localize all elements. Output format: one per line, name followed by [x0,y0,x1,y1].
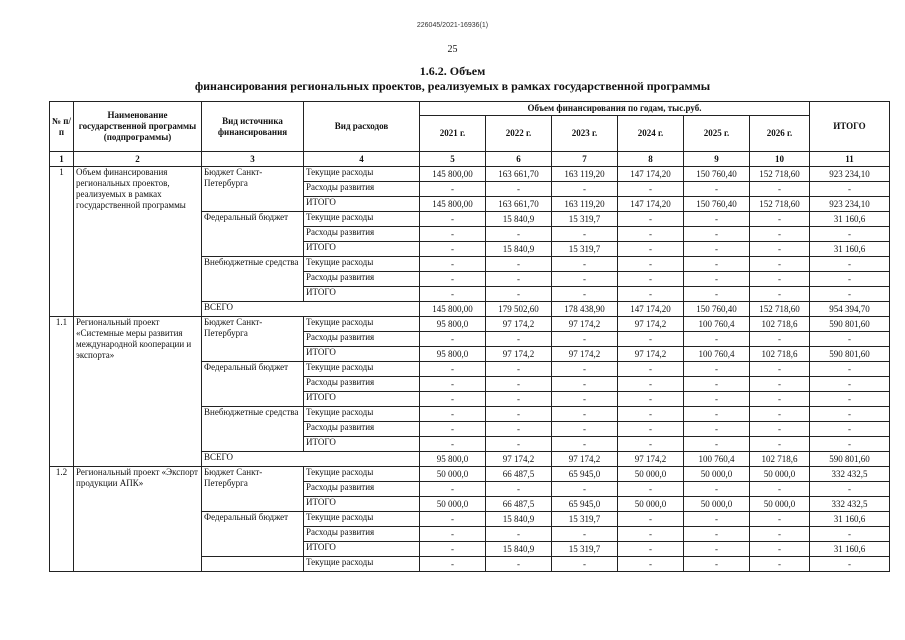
amount-cell: - [420,527,486,542]
amount-cell: - [810,182,890,197]
header-num: № п/п [50,102,74,152]
amount-cell: - [618,512,684,527]
amount-cell: 923 234,10 [810,197,890,212]
amount-cell: - [420,242,486,257]
amount-cell: - [618,362,684,377]
amount-cell: - [684,182,750,197]
amount-cell: - [684,362,750,377]
amount-cell: - [750,212,810,227]
amount-cell: - [618,407,684,422]
program-name: Региональный проект «Экспорт продукции АПК» [74,467,202,572]
amount-cell: 163 119,20 [552,167,618,182]
total-amount: 97 174,2 [618,452,684,467]
amount-cell: - [618,392,684,407]
amount-cell: 100 760,4 [684,347,750,362]
amount-cell: 147 174,20 [618,167,684,182]
expense-type: Расходы развития [304,272,420,287]
amount-cell: 590 801,60 [810,347,890,362]
amount-cell: - [552,227,618,242]
amount-cell: - [810,257,890,272]
total-amount: 102 718,6 [750,452,810,467]
column-index: 4 [304,152,420,167]
amount-cell: - [750,557,810,572]
amount-cell: - [750,512,810,527]
program-name: Региональный проект «Системные меры развития международной кооперации и экспорта» [74,317,202,467]
funding-source: Бюджет Санкт-Петербурга [202,167,304,212]
amount-cell: - [486,362,552,377]
expense-type: Расходы развития [304,332,420,347]
column-index: 5 [420,152,486,167]
amount-cell: - [618,527,684,542]
amount-cell: 95 800,0 [420,347,486,362]
amount-cell: - [750,527,810,542]
page-number: 25 [447,44,458,55]
header-source: Вид источника финансирования [202,102,304,152]
amount-cell: 50 000,0 [618,497,684,512]
amount-cell: 15 840,9 [486,242,552,257]
amount-cell: 97 174,2 [486,347,552,362]
funding-source: Федеральный бюджет [202,512,304,557]
header-year: 2021 г. [420,116,486,152]
expense-type: ИТОГО [304,497,420,512]
amount-cell: - [684,227,750,242]
amount-cell: - [750,437,810,452]
amount-cell: 31 160,6 [810,242,890,257]
amount-cell: - [684,527,750,542]
amount-cell: - [420,437,486,452]
amount-cell: - [750,242,810,257]
expense-type: ИТОГО [304,542,420,557]
amount-cell: - [750,227,810,242]
amount-cell: - [684,482,750,497]
header-total: ИТОГО [810,102,890,152]
amount-cell: - [420,407,486,422]
amount-cell: - [486,257,552,272]
expense-type: Расходы развития [304,482,420,497]
amount-cell: 50 000,0 [750,467,810,482]
amount-cell: 50 000,0 [618,467,684,482]
amount-cell: - [552,557,618,572]
amount-cell: 163 661,70 [486,167,552,182]
amount-cell: - [486,437,552,452]
table-row [50,467,890,482]
amount-cell: 163 661,70 [486,197,552,212]
expense-type: Текущие расходы [304,467,420,482]
amount-cell: - [750,182,810,197]
amount-cell: 65 945,0 [552,467,618,482]
amount-cell: 15 840,9 [486,542,552,557]
amount-cell: - [810,332,890,347]
amount-cell: - [810,377,890,392]
amount-cell: - [618,242,684,257]
column-index: 8 [618,152,684,167]
amount-cell: 50 000,0 [750,497,810,512]
header-year: 2026 г. [750,116,810,152]
amount-cell: 152 718,60 [750,167,810,182]
row-number: 1.1 [50,317,74,467]
section-subtitle: финансирования региональных проектов, реализуемых в рамках государственной программы [194,79,711,93]
financing-table [49,101,890,572]
amount-cell: - [552,482,618,497]
amount-cell: - [552,377,618,392]
amount-cell: - [486,272,552,287]
amount-cell: - [618,557,684,572]
amount-cell: - [750,482,810,497]
amount-cell: - [420,287,486,302]
amount-cell: - [486,332,552,347]
amount-cell: 100 760,4 [684,317,750,332]
amount-cell: - [684,437,750,452]
amount-cell: - [486,527,552,542]
total-amount: 97 174,2 [486,452,552,467]
amount-cell: 50 000,0 [420,497,486,512]
amount-cell: 150 760,40 [684,197,750,212]
amount-cell: - [618,257,684,272]
amount-cell: 102 718,6 [750,347,810,362]
expense-type: Текущие расходы [304,407,420,422]
amount-cell: - [684,542,750,557]
column-index: 1 [50,152,74,167]
document-id: 226045/2021-16936(1) [416,22,489,29]
amount-cell: 163 119,20 [552,197,618,212]
amount-cell: - [552,392,618,407]
amount-cell: - [618,227,684,242]
amount-cell: - [552,407,618,422]
amount-cell: - [810,527,890,542]
column-index: 6 [486,152,552,167]
amount-cell: - [750,287,810,302]
amount-cell: 50 000,0 [684,467,750,482]
amount-cell: - [810,437,890,452]
amount-cell: - [486,227,552,242]
amount-cell: - [420,377,486,392]
amount-cell: - [552,332,618,347]
amount-cell: - [684,257,750,272]
amount-cell: 145 800,00 [420,167,486,182]
amount-cell: - [552,362,618,377]
amount-cell: 332 432,5 [810,467,890,482]
row-number: 1.2 [50,467,74,572]
header-name: Наименование государственной программы (подпрограммы) [74,102,202,152]
amount-cell: 50 000,0 [684,497,750,512]
amount-cell: 102 718,6 [750,317,810,332]
amount-cell: - [420,512,486,527]
expense-type: ИТОГО [304,347,420,362]
total-label: ВСЕГО [202,302,420,317]
amount-cell: - [750,392,810,407]
expense-type: Текущие расходы [304,557,420,572]
expense-type: Текущие расходы [304,512,420,527]
expense-type: ИТОГО [304,437,420,452]
amount-cell: - [486,377,552,392]
program-name: Объем финансирования региональных проектов, реализуемых в рамках государственной программы [74,167,202,317]
amount-cell: - [750,362,810,377]
amount-cell: - [486,407,552,422]
funding-source: Бюджет Санкт-Петербурга [202,467,304,512]
amount-cell: 97 174,2 [618,347,684,362]
amount-cell: - [552,437,618,452]
amount-cell: 147 174,20 [618,197,684,212]
table-body [50,152,890,572]
amount-cell: - [420,392,486,407]
amount-cell: - [810,407,890,422]
amount-cell: 15 840,9 [486,212,552,227]
amount-cell: - [684,272,750,287]
amount-cell: 65 945,0 [552,497,618,512]
amount-cell: - [618,182,684,197]
amount-cell: - [750,272,810,287]
amount-cell: - [618,422,684,437]
amount-cell: - [810,392,890,407]
header-year: 2022 г. [486,116,552,152]
amount-cell: - [486,557,552,572]
amount-cell: - [684,422,750,437]
header-volume: Объем финансирования по годам, тыс.руб. [420,102,810,116]
funding-source: Федеральный бюджет [202,362,304,407]
amount-cell: - [552,182,618,197]
amount-cell: - [552,422,618,437]
amount-cell: - [420,212,486,227]
amount-cell: - [750,257,810,272]
amount-cell: 66 487,5 [486,497,552,512]
amount-cell: - [552,272,618,287]
amount-cell: - [420,257,486,272]
amount-cell: 150 760,40 [684,167,750,182]
amount-cell: 15 319,7 [552,542,618,557]
amount-cell: - [420,362,486,377]
total-amount: 97 174,2 [552,452,618,467]
amount-cell: 31 160,6 [810,542,890,557]
total-label: ВСЕГО [202,452,420,467]
amount-cell: 31 160,6 [810,512,890,527]
amount-cell: 15 319,7 [552,242,618,257]
amount-cell: 332 432,5 [810,497,890,512]
amount-cell: - [486,287,552,302]
amount-cell: - [750,407,810,422]
amount-cell: 152 718,60 [750,197,810,212]
amount-cell: - [618,437,684,452]
table-row [50,167,890,182]
funding-source: Внебюджетные средства [202,257,304,302]
expense-type: Расходы развития [304,377,420,392]
column-index: 10 [750,152,810,167]
header-year: 2025 г. [684,116,750,152]
expense-type: Текущие расходы [304,257,420,272]
expense-type: Расходы развития [304,422,420,437]
amount-cell: 15 319,7 [552,212,618,227]
amount-cell: - [684,287,750,302]
expense-type: Текущие расходы [304,212,420,227]
amount-cell: - [420,332,486,347]
amount-cell: - [684,212,750,227]
total-amount: 95 800,0 [420,452,486,467]
amount-cell: - [810,557,890,572]
amount-cell: - [810,482,890,497]
row-number: 1 [50,167,74,317]
amount-cell: 923 234,10 [810,167,890,182]
expense-type: Текущие расходы [304,167,420,182]
expense-type: ИТОГО [304,242,420,257]
amount-cell: - [750,422,810,437]
funding-source: Внебюджетные средства [202,407,304,452]
amount-cell: 97 174,2 [618,317,684,332]
amount-cell: - [420,422,486,437]
total-amount: 590 801,60 [810,452,890,467]
amount-cell: 66 487,5 [486,467,552,482]
amount-cell: - [486,482,552,497]
expense-type: Текущие расходы [304,362,420,377]
amount-cell: 15 319,7 [552,512,618,527]
amount-cell: - [552,257,618,272]
amount-cell: - [810,287,890,302]
amount-cell: 15 840,9 [486,512,552,527]
amount-cell: 50 000,0 [420,467,486,482]
amount-cell: - [618,377,684,392]
amount-cell: 31 160,6 [810,212,890,227]
amount-cell: - [618,287,684,302]
expense-type: Расходы развития [304,227,420,242]
amount-cell: 97 174,2 [486,317,552,332]
amount-cell: 97 174,2 [552,317,618,332]
amount-cell: - [618,212,684,227]
amount-cell: - [684,557,750,572]
amount-cell: - [684,377,750,392]
expense-type: ИТОГО [304,197,420,212]
amount-cell: - [618,482,684,497]
amount-cell: - [618,272,684,287]
amount-cell: - [684,407,750,422]
amount-cell: - [420,542,486,557]
amount-cell: - [684,332,750,347]
total-amount: 954 394,70 [810,302,890,317]
total-amount: 150 760,40 [684,302,750,317]
column-index: 11 [810,152,890,167]
amount-cell: - [618,332,684,347]
amount-cell: - [810,272,890,287]
amount-cell: - [552,287,618,302]
amount-cell: - [618,542,684,557]
total-amount: 147 174,20 [618,302,684,317]
total-amount: 178 438,90 [552,302,618,317]
amount-cell: 97 174,2 [552,347,618,362]
expense-type: ИТОГО [304,287,420,302]
amount-cell: 590 801,60 [810,317,890,332]
funding-source: Бюджет Санкт-Петербурга [202,317,304,362]
amount-cell: - [486,182,552,197]
amount-cell: 95 800,0 [420,317,486,332]
amount-cell: - [810,227,890,242]
amount-cell: - [684,392,750,407]
amount-cell: 145 800,00 [420,197,486,212]
total-amount: 100 760,4 [684,452,750,467]
amount-cell: - [420,482,486,497]
column-index: 2 [74,152,202,167]
total-amount: 179 502,60 [486,302,552,317]
header-year: 2023 г. [552,116,618,152]
amount-cell: - [810,362,890,377]
header-year: 2024 г. [618,116,684,152]
section-title: 1.6.2. Объем [419,64,486,78]
total-amount: 152 718,60 [750,302,810,317]
amount-cell: - [684,242,750,257]
amount-cell: - [810,422,890,437]
amount-cell: - [420,557,486,572]
expense-type: Расходы развития [304,182,420,197]
header-expense: Вид расходов [304,102,420,152]
total-amount: 145 800,00 [420,302,486,317]
amount-cell: - [750,377,810,392]
funding-source: Федеральный бюджет [202,212,304,257]
funding-source [202,557,304,572]
column-index: 3 [202,152,304,167]
amount-cell: - [684,512,750,527]
column-index: 7 [552,152,618,167]
amount-cell: - [420,272,486,287]
amount-cell: - [552,527,618,542]
amount-cell: - [750,542,810,557]
expense-type: Расходы развития [304,527,420,542]
expense-type: Текущие расходы [304,317,420,332]
column-index-row [50,152,890,167]
amount-cell: - [750,332,810,347]
expense-type: ИТОГО [304,392,420,407]
amount-cell: - [486,422,552,437]
amount-cell: - [420,227,486,242]
amount-cell: - [420,182,486,197]
column-index: 9 [684,152,750,167]
table-row [50,317,890,332]
amount-cell: - [486,392,552,407]
